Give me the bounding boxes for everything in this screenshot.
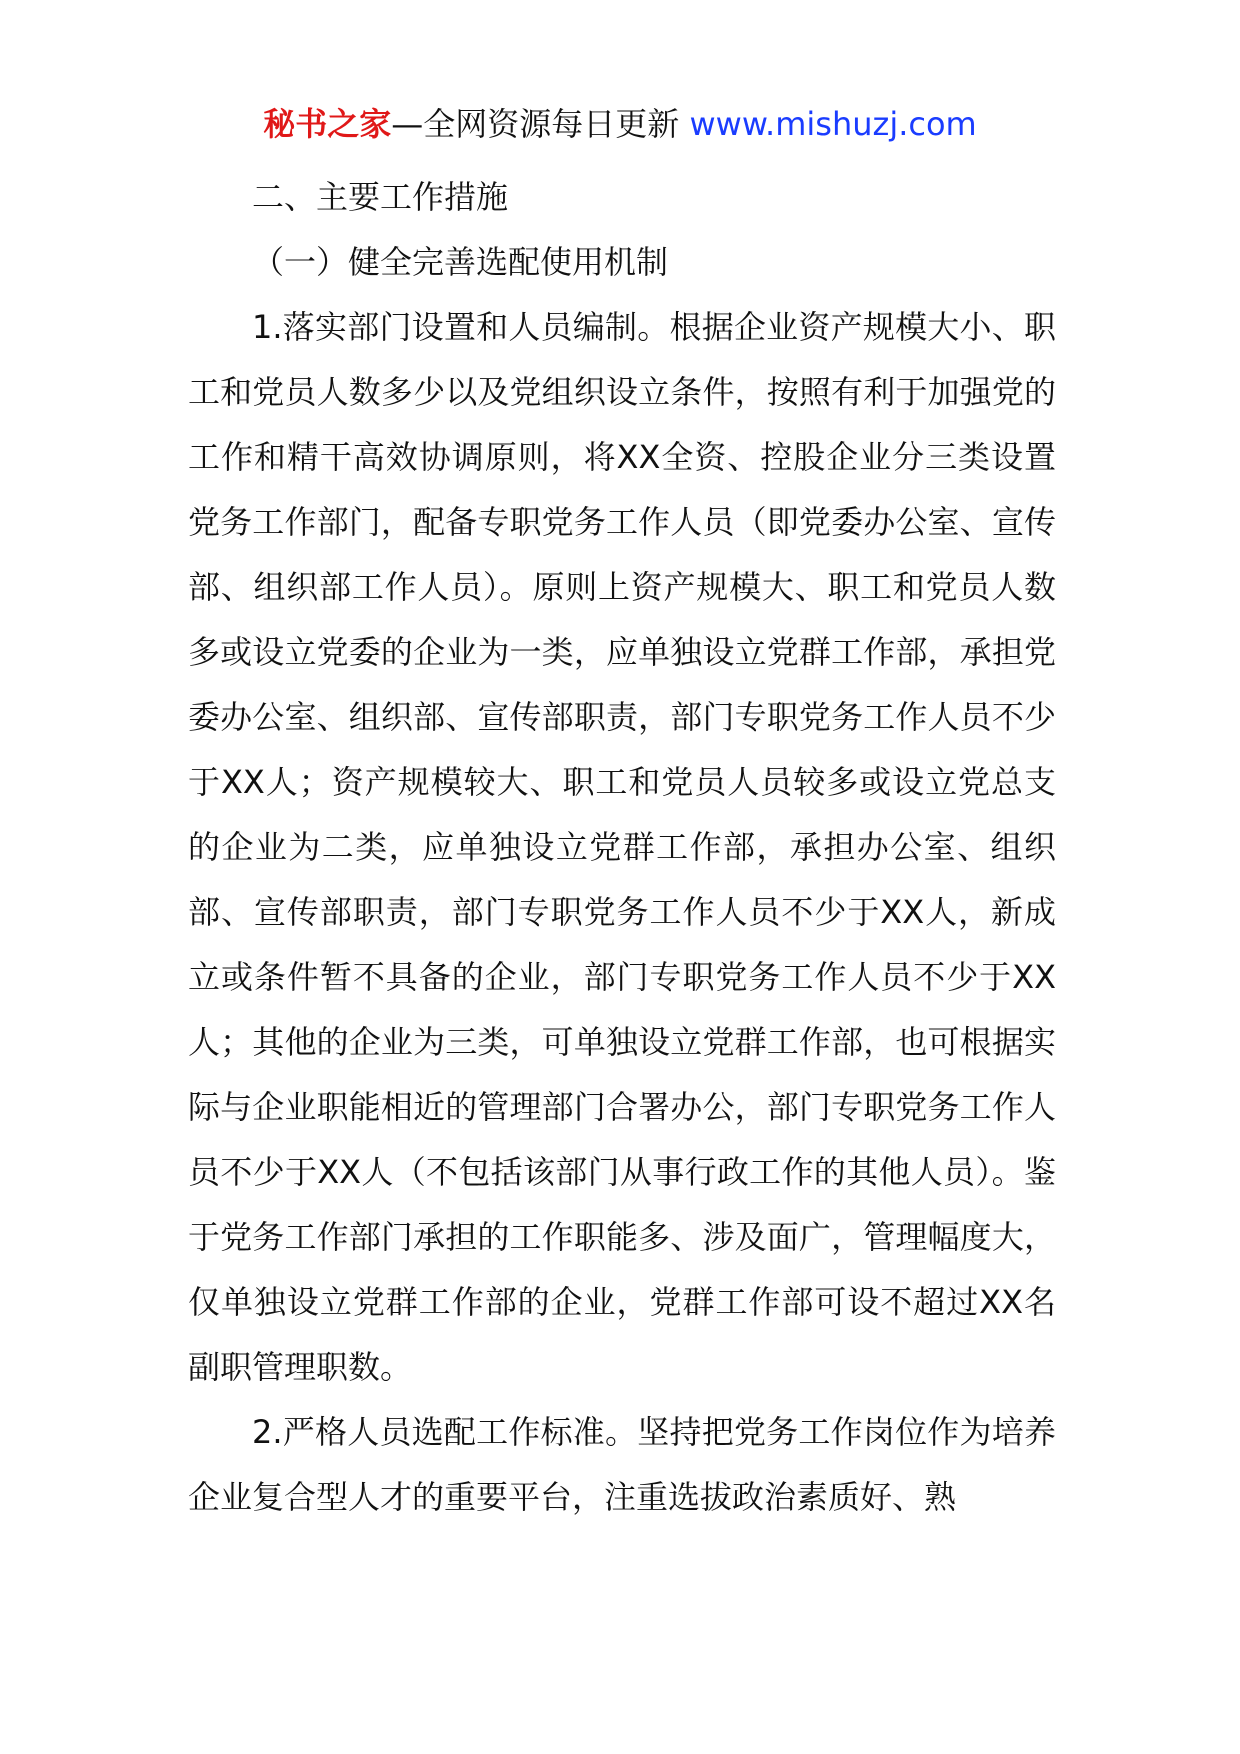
paragraph-1: 1.落实部门设置和人员编制。根据企业资产规模大小、职工和党员人数多少以及党组织设立条件，按照有利于加强党的工作和精干高效协调原则，将XX全资、控股企业分三类设置党务工作部门，配备专职党务工作人员（即党委办公室、宣传部、组织部工作人员）。原则上资产规模大、职工和党员人数多或设立党委的企业为一类，应单独设立党群工作部，承担党委办公室、组织部、宣传部职责，部门专职党务工作人员不少于XX人；资产规模较大、职工和党员人员较多或设立党总支的企业为二类，应单独设立党群工作部，承担办公室、组织部、宣传部职责，部门专职党务工作人员不少于XX人，新成立或条件暂不具备的企业，部门专职党务工作人员不少于XX人；其他的企业为三类，可单独设立党群工作部，也可根据实际与企业职能相近的管理部门合署办公，部门专职党务工作人员不少于XX人（不包括该部门从事行政工作的其他人员）。鉴于党务工作部门承担的工作职能多、涉及面广，管理幅度大，仅单独设立党群工作部的企业，党群工作部可设不超过XX名副职管理职数。 [188,308,1056,1386]
paragraph-2: 2.严格人员选配工作标准。坚持把党务工作岗位作为培养企业复合型人才的重要平台，注重选拔政治素质好、熟 [188,1413,1056,1516]
document-body [188,165,1056,1530]
subsection-title: （一）健全完善选配使用机制 [252,243,669,281]
section-title: 二、主要工作措施 [252,178,509,216]
header-slogan: —全网资源每日更新 [391,105,680,143]
page-header [0,100,1240,148]
header-brand: 秘书之家 [263,105,392,143]
header-url-link[interactable]: www.mishuzj.com [689,105,977,143]
